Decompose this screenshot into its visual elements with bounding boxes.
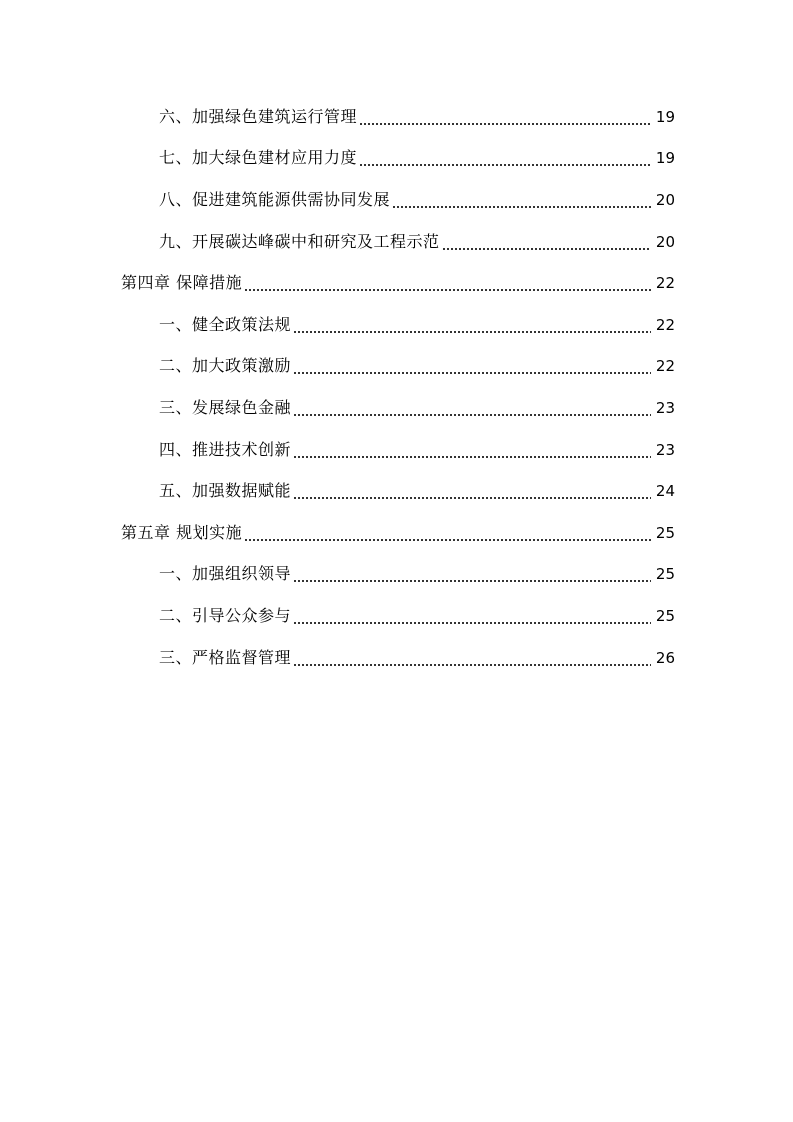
toc-entry-title: 七、加大绿色建材应用力度 [159, 148, 358, 168]
toc-entry-title: 二、引导公众参与 [159, 605, 292, 625]
toc-chapter-title: 第四章 保障措施 [121, 273, 243, 293]
toc-page-number: 20 [655, 190, 675, 209]
toc-dot-leader [442, 232, 651, 252]
toc-entry[interactable] [0, 304, 793, 346]
toc-entry[interactable] [0, 429, 793, 471]
toc-page-number: 22 [655, 274, 675, 293]
toc-chapter-entry[interactable] [0, 512, 793, 554]
toc-page-number: 24 [655, 482, 675, 501]
toc-entry[interactable] [0, 221, 793, 263]
table-of-contents [0, 96, 793, 678]
toc-entry[interactable] [0, 595, 793, 637]
toc-chapter-entry[interactable] [0, 262, 793, 304]
toc-entry[interactable] [0, 387, 793, 429]
toc-page-number: 23 [655, 440, 675, 459]
toc-page-number: 20 [655, 232, 675, 251]
toc-dot-leader [244, 523, 651, 543]
toc-entry[interactable] [0, 96, 793, 138]
toc-chapter-title: 第五章 规划实施 [121, 522, 243, 542]
toc-entry-title: 六、加强绿色建筑运行管理 [159, 106, 358, 126]
toc-page-number: 23 [655, 398, 675, 417]
toc-dot-leader [293, 564, 651, 584]
toc-entry-title: 二、加大政策激励 [159, 356, 292, 376]
toc-entry-title: 五、加强数据赋能 [159, 481, 292, 501]
toc-page-number: 26 [655, 648, 675, 667]
toc-dot-leader [293, 648, 651, 668]
toc-page-number: 22 [655, 357, 675, 376]
toc-dot-leader [244, 273, 651, 293]
toc-dot-leader [359, 107, 651, 127]
toc-dot-leader [293, 440, 651, 460]
toc-dot-leader [293, 356, 651, 376]
toc-dot-leader [293, 606, 651, 626]
toc-entry[interactable] [0, 138, 793, 180]
toc-entry-title: 一、健全政策法规 [159, 314, 292, 334]
toc-dot-leader [293, 315, 651, 335]
toc-dot-leader [293, 481, 651, 501]
toc-entry[interactable] [0, 179, 793, 221]
toc-entry-title: 三、严格监督管理 [159, 647, 292, 667]
toc-dot-leader [293, 398, 651, 418]
toc-entry-title: 八、促进建筑能源供需协同发展 [159, 189, 391, 209]
toc-entry-title: 一、加强组织领导 [159, 564, 292, 584]
toc-entry[interactable] [0, 346, 793, 388]
toc-entry[interactable] [0, 637, 793, 679]
toc-page-number: 19 [655, 149, 675, 168]
toc-page-number: 22 [655, 315, 675, 334]
toc-dot-leader [359, 148, 651, 168]
toc-page-number: 19 [655, 107, 675, 126]
toc-page-number: 25 [655, 606, 675, 625]
toc-dot-leader [392, 190, 651, 210]
toc-entry-title: 九、开展碳达峰碳中和研究及工程示范 [159, 231, 440, 251]
toc-entry-title: 三、发展绿色金融 [159, 397, 292, 417]
toc-entry[interactable] [0, 470, 793, 512]
toc-page-number: 25 [655, 523, 675, 542]
toc-entry[interactable] [0, 554, 793, 596]
toc-page-number: 25 [655, 565, 675, 584]
toc-entry-title: 四、推进技术创新 [159, 439, 292, 459]
